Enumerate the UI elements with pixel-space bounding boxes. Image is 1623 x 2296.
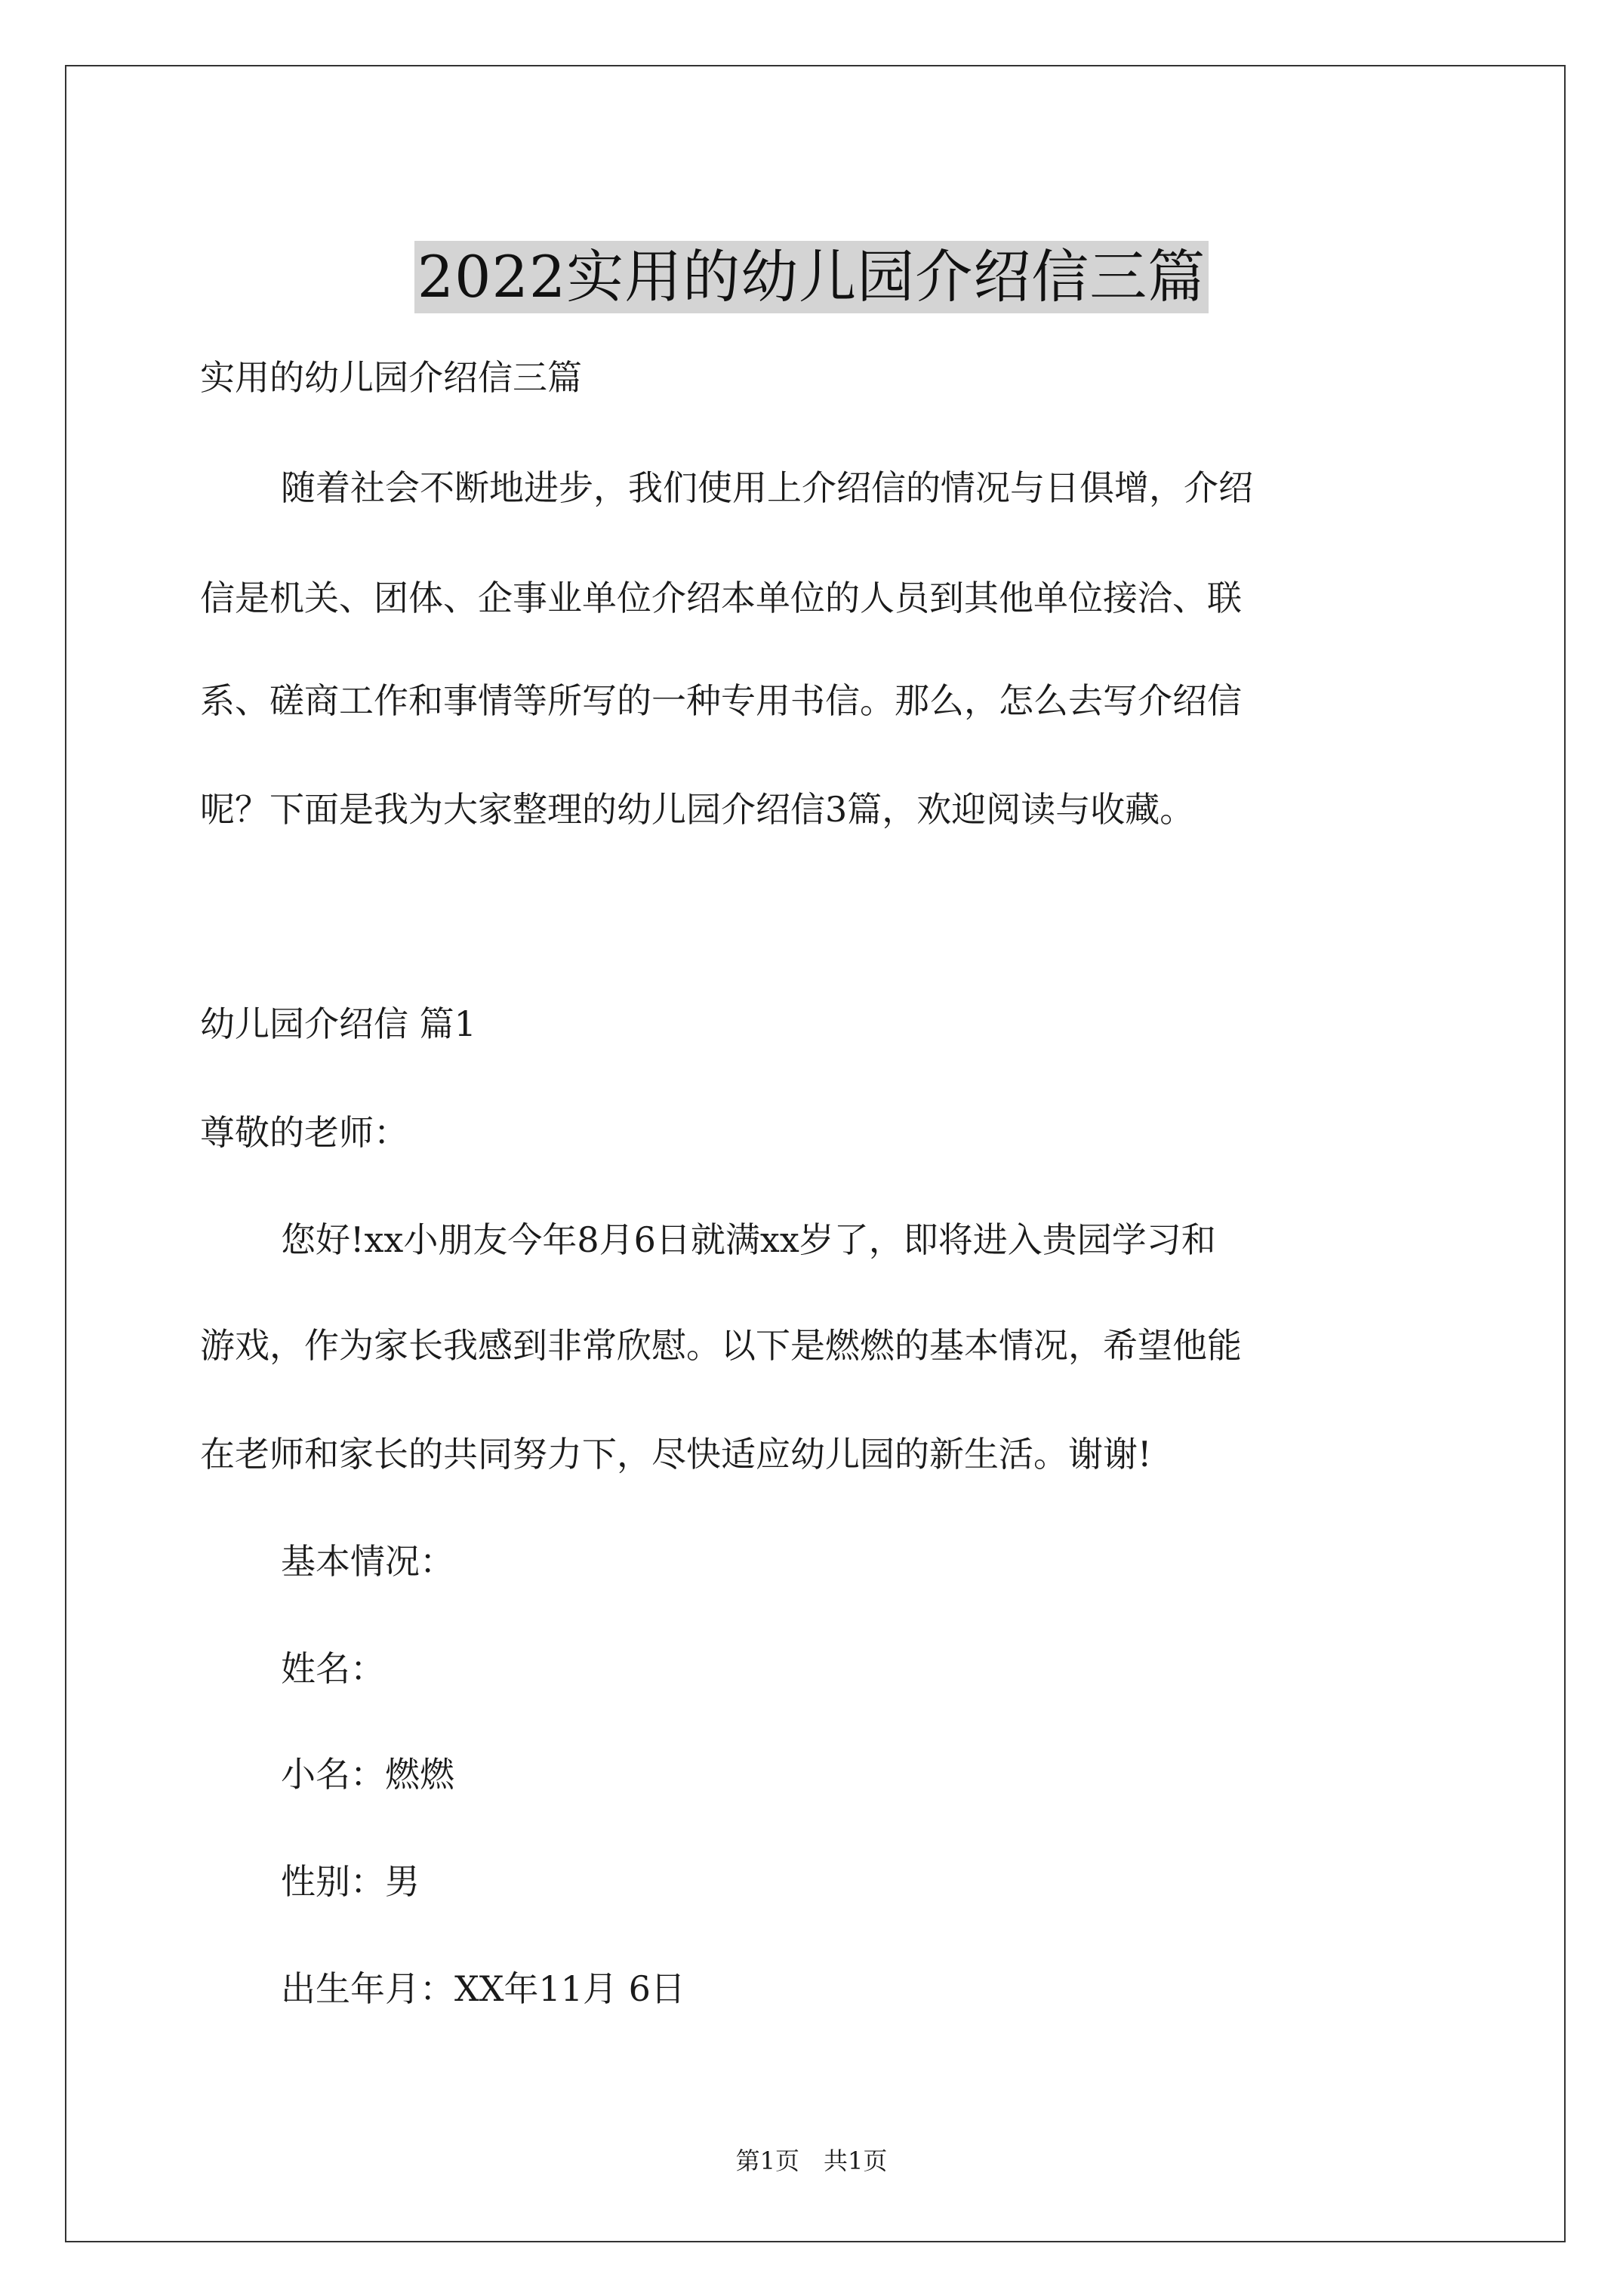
intro-line-3: 系、磋商工作和事情等所写的一种专用书信。那么，怎么去写介绍信 — [200, 680, 1242, 721]
section-heading: 幼儿园介绍信 篇1 — [200, 1003, 476, 1044]
intro-line-1: 随着社会不断地进步，我们使用上介绍信的情况与日俱增，介绍 — [281, 467, 1253, 508]
page-number-footer: 第1页 共1页 — [735, 2147, 888, 2175]
body-line-3: 在老师和家长的共同努力下，尽快适应幼儿园的新生活。谢谢! — [200, 1434, 1152, 1475]
info-item-gender: 性别：男 — [281, 1861, 420, 1902]
document-title: 2022实用的幼儿园介绍信三篇 — [414, 241, 1209, 313]
body-line-1: 您好!xx小朋友今年8月6日就满xx岁了，即将进入贵园学习和 — [281, 1219, 1216, 1260]
intro-line-4: 呢？下面是我为大家整理的幼儿园介绍信3篇，欢迎阅读与收藏。 — [200, 789, 1195, 830]
body-line-2: 游戏，作为家长我感到非常欣慰。以下是燃燃的基本情况，希望他能 — [200, 1325, 1242, 1366]
salutation: 尊敬的老师： — [200, 1112, 408, 1153]
title-container — [0, 202, 1623, 352]
info-item-nickname: 小名：燃燃 — [281, 1754, 454, 1795]
document-subtitle: 实用的幼儿园介绍信三篇 — [200, 357, 582, 398]
intro-line-2: 信是机关、团体、企事业单位介绍本单位的人员到其他单位接洽、联 — [200, 578, 1242, 618]
info-heading: 基本情况： — [281, 1541, 454, 1582]
info-item-birth: 出生年月：XX年11月 6日 — [281, 1968, 685, 2009]
info-item-name: 姓名： — [281, 1648, 385, 1689]
